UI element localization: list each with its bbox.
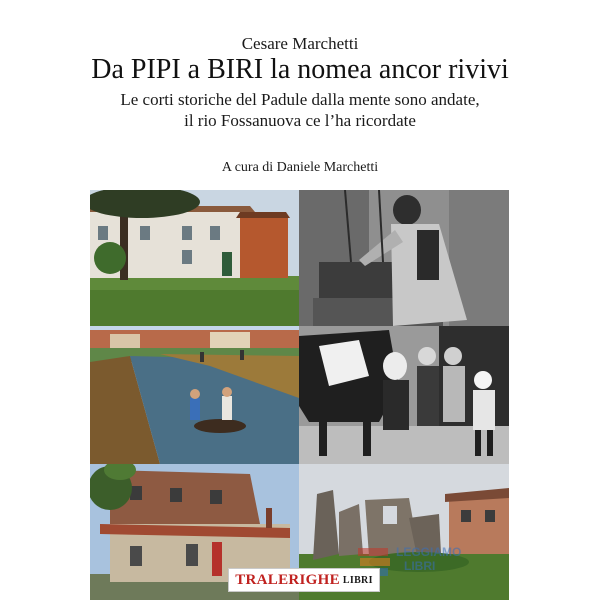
watermark-line-2: LIBRI [404,559,436,573]
publisher-logo [228,568,380,592]
subtitle-line-2: il rio Fossanuova ce l’ha ricordate [184,111,416,130]
curator-credit: A cura di Daniele Marchetti [221,160,379,175]
publisher-suffix: LIBRI [342,574,373,586]
book-subtitle [0,89,600,131]
author-name: Cesare Marchetti [241,34,359,53]
watermark-line-1: LEGGIAMO [396,545,462,559]
book-title: Da PIPI a BIRI la nomea ancor rivivi [91,54,509,85]
photo-farmhouse [90,190,299,326]
publisher-name: TRALERIGHE [235,571,340,588]
subtitle-line-1: Le corti storiche del Padule dalla mente sono andate, [120,90,480,109]
photo-canal-boat [90,326,299,464]
photo-woman-washing [299,190,509,326]
photo-cow-children [299,326,509,464]
